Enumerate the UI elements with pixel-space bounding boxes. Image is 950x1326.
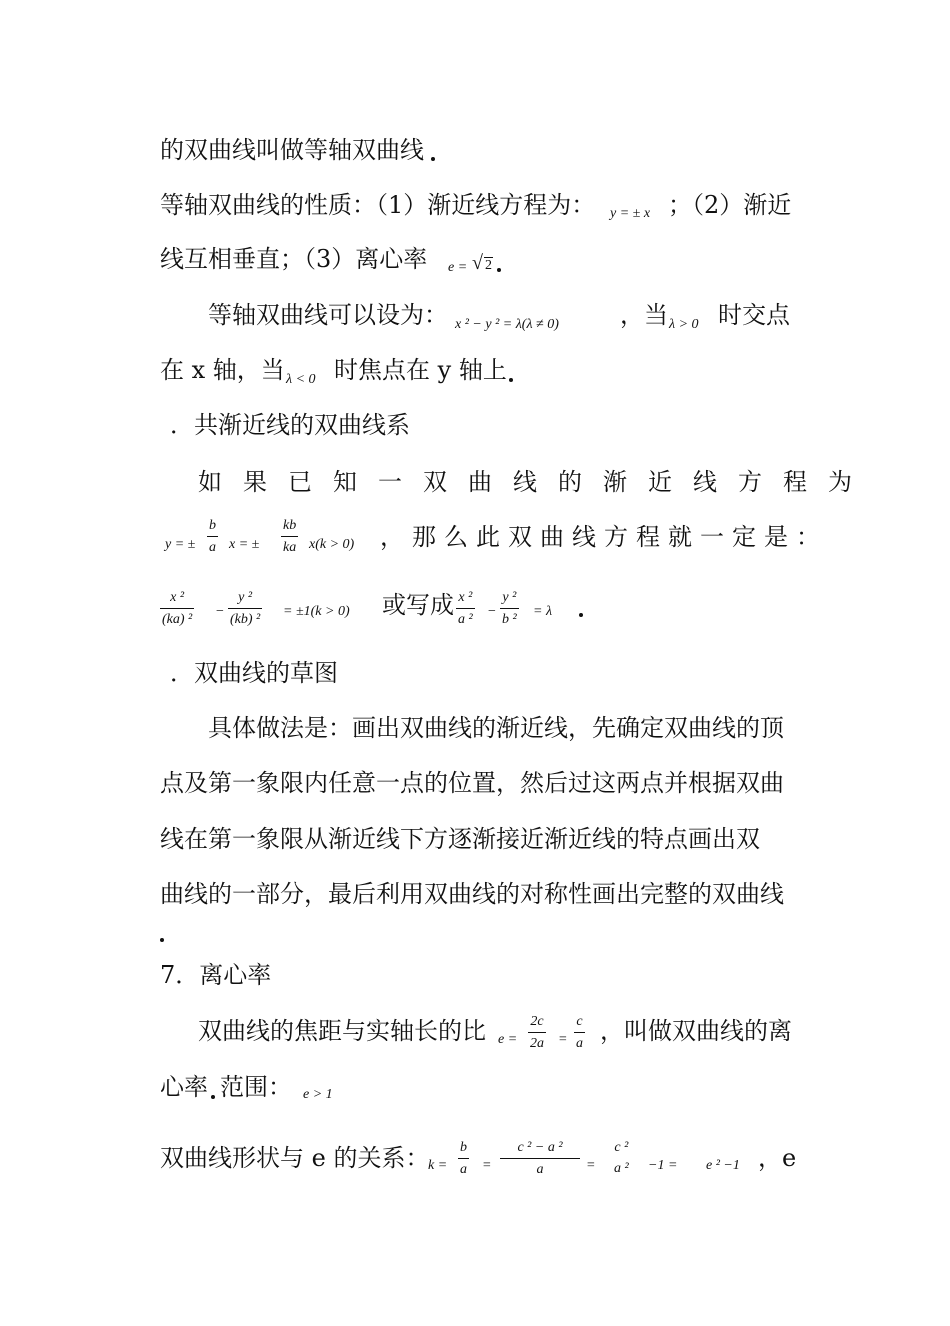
k-equals: k = — [428, 1158, 448, 1173]
numerator: c ² — [614, 1140, 629, 1155]
eccentricity-range: e > 1 — [303, 1087, 333, 1102]
eccentricity-e-equals: e = — [498, 1032, 518, 1047]
fraction-x2-over-ka2 — [160, 590, 194, 628]
text-line-1: 的双曲线叫做等轴双曲线 — [160, 136, 424, 164]
numerator: x ² — [170, 590, 185, 605]
equals-sign: = — [586, 1158, 596, 1173]
numerator: c — [576, 1014, 583, 1029]
denominator: a — [574, 1032, 585, 1052]
text-line-4b: ，当 — [620, 301, 668, 329]
denominator: b ² — [500, 608, 519, 628]
eccentricity-line-2a: 心率 — [160, 1073, 208, 1101]
eccentricity-line-1b: ，叫做双曲线的离 — [600, 1017, 792, 1045]
numerator: b — [460, 1140, 467, 1155]
numerator: 2c — [530, 1014, 544, 1029]
eccentricity-line-2b: 范围： — [220, 1073, 292, 1101]
text-line-3a: 线互相垂直；（3）离心率 — [160, 245, 428, 273]
period-dot — [160, 938, 164, 942]
shape-relation-text: 双曲线形状与 e 的关系： — [160, 1144, 430, 1172]
paragraph-line-4: 曲线的一部分，最后利用双曲线的对称性画出完整的双曲线 — [160, 880, 784, 908]
asymptote-y-label: y = ± — [165, 537, 196, 552]
section-heading-eccentricity: 7．离心率 — [160, 961, 272, 989]
denominator: ka — [281, 536, 298, 556]
denominator: a — [458, 1158, 469, 1178]
numerator: kb — [283, 518, 297, 533]
text-line-6: 如果已知一双曲线的渐近线方程为 — [198, 468, 873, 496]
e-squared-minus-one: e ² −1 — [706, 1158, 740, 1173]
equals-sign: = — [558, 1032, 568, 1047]
x-equals-label: x = ± — [229, 537, 260, 552]
fraction-c-over-a — [574, 1014, 585, 1052]
period-dot — [211, 1095, 215, 1099]
denominator: 2a — [528, 1032, 546, 1052]
numerator: y ² — [502, 590, 517, 605]
text-line-5b: 时焦点在 y 轴上 — [334, 356, 507, 384]
denominator: a ² — [614, 1161, 629, 1176]
section-heading-sketch: ．双曲线的草图 — [170, 659, 338, 687]
equals-plus-minus-one: = ±1(k > 0) — [283, 604, 350, 619]
eccentricity-line-1a: 双曲线的焦距与实轴长的比 — [198, 1017, 486, 1045]
minus-one-equals: −1 = — [648, 1158, 678, 1173]
fraction-kb-over-ka — [281, 518, 298, 556]
text-line-7b: ，那么此双曲线方程就一定是： — [380, 523, 828, 551]
text-line-5a: 在 x 轴，当 — [160, 356, 285, 384]
fraction-b-over-a-2 — [458, 1140, 469, 1178]
denominator: (ka) ² — [160, 608, 194, 628]
text-line-2b: ；（2）渐近 — [668, 191, 792, 219]
fraction-y2-over-kb2 — [228, 590, 262, 628]
fraction-x2-over-a2 — [456, 590, 475, 628]
lambda-negative: λ < 0 — [286, 372, 316, 387]
denominator: a — [500, 1158, 580, 1178]
numerator: x ² — [458, 590, 473, 605]
text-line-4c: 时交点 — [718, 301, 790, 329]
text-line-8b: 或写成 — [382, 591, 454, 619]
sqrt-sign: √ — [472, 252, 483, 274]
section-heading-asymptote-family: ．共渐近线的双曲线系 — [170, 411, 410, 439]
minus-sign: − — [488, 604, 496, 619]
shape-relation-tail: ，e — [758, 1144, 797, 1172]
minus-sign: − — [216, 604, 224, 619]
lambda-positive: λ > 0 — [669, 317, 699, 332]
equals-sign: = — [482, 1158, 492, 1173]
k-condition: x(k > 0) — [309, 537, 355, 552]
denominator: (kb) ² — [228, 608, 262, 628]
asymptote-equation: y = ± x — [610, 206, 651, 221]
denominator: a ² — [456, 608, 475, 628]
fraction-2c-over-2a — [528, 1014, 546, 1052]
numerator: y ² — [238, 590, 253, 605]
period-dot — [579, 613, 583, 617]
period-dot — [509, 378, 513, 382]
text-line-2a: 等轴双曲线的性质：（1）渐近线方程为： — [160, 191, 596, 219]
numerator: c ² − a ² — [517, 1140, 563, 1155]
paragraph-line-3: 线在第一象限从渐近线下方逐渐接近渐近线的特点画出双 — [160, 825, 760, 853]
denominator: a — [207, 536, 218, 556]
hyperbola-family-equation: x ² − y ² = λ(λ ≠ 0) — [455, 317, 559, 332]
paragraph-line-1: 具体做法是：画出双曲线的渐近线，先确定双曲线的顶 — [208, 714, 784, 742]
fraction-b-over-a — [207, 518, 218, 556]
text-line-4a: 等轴双曲线可以设为： — [208, 301, 448, 329]
period-dot — [497, 268, 501, 272]
equals-lambda: = λ — [533, 604, 553, 619]
fraction-c2-over-a2 — [612, 1140, 631, 1177]
fraction-sqrt-c2-minus-a2-over-a — [500, 1140, 580, 1178]
paragraph-line-2: 点及第一象限内任意一点的位置，然后过这两点并根据双曲 — [160, 769, 784, 797]
numerator: b — [209, 518, 216, 533]
eccentricity-label: e = — [448, 260, 468, 275]
fraction-y2-over-b2 — [500, 590, 519, 628]
period-dot — [431, 157, 435, 161]
sqrt-radicand: 2 — [485, 258, 492, 273]
